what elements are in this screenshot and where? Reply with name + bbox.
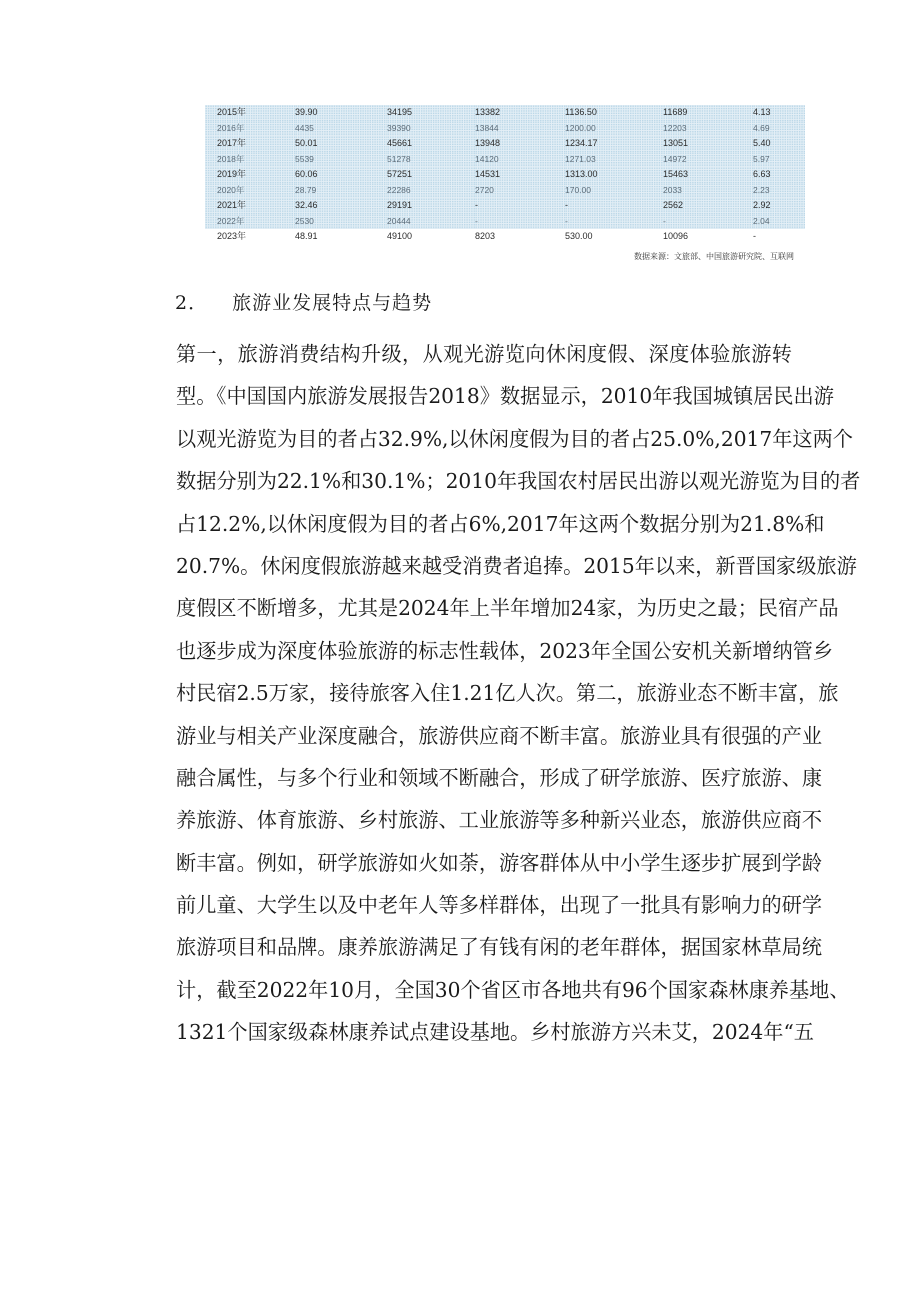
paragraph-line: 以观光游览为目的者占32.9%,以休闲度假为目的者占25.0%,2017年这两个 bbox=[176, 426, 853, 451]
body-paragraph bbox=[176, 333, 861, 1054]
table-row bbox=[205, 121, 805, 137]
table-cell: 2530 bbox=[295, 214, 387, 230]
table-cell: 49100 bbox=[387, 229, 475, 245]
table-row bbox=[205, 198, 805, 214]
paragraph-line: 度假区不断增多，尤其是2024年上半年增加24家，为历史之最；民宿产品 bbox=[176, 596, 839, 621]
table-cell: 15463 bbox=[663, 167, 753, 183]
table-cell-year: 2023年 bbox=[205, 229, 295, 245]
tourism-data-table-wrapper bbox=[205, 105, 793, 245]
table-cell: 5539 bbox=[295, 152, 387, 168]
paragraph-line: 前儿童、大学生以及中老年人等多样群体，出现了一批具有影响力的研学 bbox=[176, 893, 823, 918]
table-cell-year: 2022年 bbox=[205, 214, 295, 230]
paragraph-line: 型。《中国国内旅游发展报告2018》数据显示，2010年我国城镇居民出游 bbox=[176, 384, 834, 409]
table-cell-year: 2020年 bbox=[205, 183, 295, 199]
table-cell: 2720 bbox=[475, 183, 565, 199]
table-cell: 1234.17 bbox=[565, 136, 663, 152]
table-cell: 4.69 bbox=[753, 121, 805, 137]
table-row bbox=[205, 214, 805, 230]
table-cell: - bbox=[663, 214, 753, 230]
table-cell: - bbox=[565, 214, 663, 230]
data-source-note: 数据来源：文旅部、中国旅游研究院、互联网 bbox=[634, 252, 794, 261]
table-cell-year: 2017年 bbox=[205, 136, 295, 152]
section-title: 旅游业发展特点与趋势 bbox=[232, 292, 433, 314]
paragraph-line: 游业与相关产业深度融合，旅游供应商不断丰富。旅游业具有很强的产业 bbox=[176, 723, 823, 748]
table-cell: 6.63 bbox=[753, 167, 805, 183]
table-cell: 2562 bbox=[663, 198, 753, 214]
table-cell: 12203 bbox=[663, 121, 753, 137]
table-cell: 39.90 bbox=[295, 105, 387, 121]
paragraph-line: 旅游项目和品牌。康养旅游满足了有钱有闲的老年群体，据国家林草局统 bbox=[176, 935, 823, 960]
table-cell: 10096 bbox=[663, 229, 753, 245]
paragraph-line: 20.7%。休闲度假旅游越来越受消费者追捧。2015年以来，新晋国家级旅游 bbox=[176, 553, 857, 578]
table-cell: - bbox=[565, 198, 663, 214]
table-cell: 20444 bbox=[387, 214, 475, 230]
table-cell: 57251 bbox=[387, 167, 475, 183]
table-cell: 22286 bbox=[387, 183, 475, 199]
table-cell: 13844 bbox=[475, 121, 565, 137]
paragraph-line: 占12.2%,以休闲度假为目的者占6%,2017年这两个数据分别为21.8%和 bbox=[176, 511, 825, 536]
table-cell: 45661 bbox=[387, 136, 475, 152]
table-row bbox=[205, 152, 805, 168]
table-cell-year: 2018年 bbox=[205, 152, 295, 168]
table-cell: 2.23 bbox=[753, 183, 805, 199]
table-row bbox=[205, 183, 805, 199]
table-row bbox=[205, 229, 805, 245]
table-cell: 2.04 bbox=[753, 214, 805, 230]
table-cell-year: 2016年 bbox=[205, 121, 295, 137]
table-cell: 51278 bbox=[387, 152, 475, 168]
table-cell: 8203 bbox=[475, 229, 565, 245]
section-heading bbox=[175, 288, 432, 315]
table-cell: 13948 bbox=[475, 136, 565, 152]
table-cell: 14531 bbox=[475, 167, 565, 183]
table-cell: 5.97 bbox=[753, 152, 805, 168]
table-row bbox=[205, 167, 805, 183]
table-cell: 60.06 bbox=[295, 167, 387, 183]
paragraph-line: 也逐步成为深度体验旅游的标志性载体，2023年全国公安机关新增纳管乡 bbox=[176, 638, 834, 663]
paragraph-line: 第一，旅游消费结构升级，从观光游览向休闲度假、深度体验旅游转 bbox=[176, 342, 792, 366]
table-cell: 13051 bbox=[663, 136, 753, 152]
table-cell: 5.40 bbox=[753, 136, 805, 152]
table-cell: - bbox=[475, 214, 565, 230]
table-cell: 28.79 bbox=[295, 183, 387, 199]
table-cell: 1136.50 bbox=[565, 105, 663, 121]
table-cell: 13382 bbox=[475, 105, 565, 121]
section-number: 2． bbox=[175, 292, 209, 314]
table-cell: 48.91 bbox=[295, 229, 387, 245]
paragraph-line: 断丰富。例如，研学旅游如火如荼，游客群体从中小学生逐步扩展到学龄 bbox=[176, 850, 823, 875]
table-cell: 530.00 bbox=[565, 229, 663, 245]
table-row bbox=[205, 105, 805, 121]
table-cell: 11689 bbox=[663, 105, 753, 121]
paragraph-line: 1321个国家级森林康养试点建设基地。乡村旅游方兴未艾，2024年“五 bbox=[176, 1020, 814, 1045]
table-cell: 2.92 bbox=[753, 198, 805, 214]
table-cell: 4435 bbox=[295, 121, 387, 137]
table-cell: 4.13 bbox=[753, 105, 805, 121]
table-row bbox=[205, 136, 805, 152]
table-cell: 39390 bbox=[387, 121, 475, 137]
table-cell: 50.01 bbox=[295, 136, 387, 152]
table-cell: 14120 bbox=[475, 152, 565, 168]
table-cell: 1313.00 bbox=[565, 167, 663, 183]
table-cell: - bbox=[753, 229, 805, 245]
paragraph-line: 养旅游、体育旅游、乡村旅游、工业旅游等多种新兴业态，旅游供应商不 bbox=[176, 808, 823, 833]
table-cell-year: 2021年 bbox=[205, 198, 295, 214]
table-cell: 34195 bbox=[387, 105, 475, 121]
table-cell: 14972 bbox=[663, 152, 753, 168]
table-cell: 32.46 bbox=[295, 198, 387, 214]
table-cell: 1200.00 bbox=[565, 121, 663, 137]
table-cell: 170.00 bbox=[565, 183, 663, 199]
table-cell: 1271.03 bbox=[565, 152, 663, 168]
table-cell: 2033 bbox=[663, 183, 753, 199]
paragraph-line: 计，截至2022年10月，全国30个省区市各地共有96个国家森林康养基地、 bbox=[176, 977, 850, 1002]
paragraph-line: 村民宿2.5万家，接待旅客入住1.21亿人次。第二，旅游业态不断丰富，旅 bbox=[176, 681, 839, 706]
tourism-data-table bbox=[205, 105, 805, 245]
table-cell-year: 2015年 bbox=[205, 105, 295, 121]
table-cell-year: 2019年 bbox=[205, 167, 295, 183]
table-cell: 29191 bbox=[387, 198, 475, 214]
table-body bbox=[205, 105, 805, 245]
table-cell: - bbox=[475, 198, 565, 214]
paragraph-line: 数据分别为22.1%和30.1%；2010年我国农村居民出游以观光游览为目的者 bbox=[176, 469, 861, 494]
paragraph-line: 融合属性，与多个行业和领域不断融合，形成了研学旅游、医疗旅游、康 bbox=[176, 765, 823, 790]
